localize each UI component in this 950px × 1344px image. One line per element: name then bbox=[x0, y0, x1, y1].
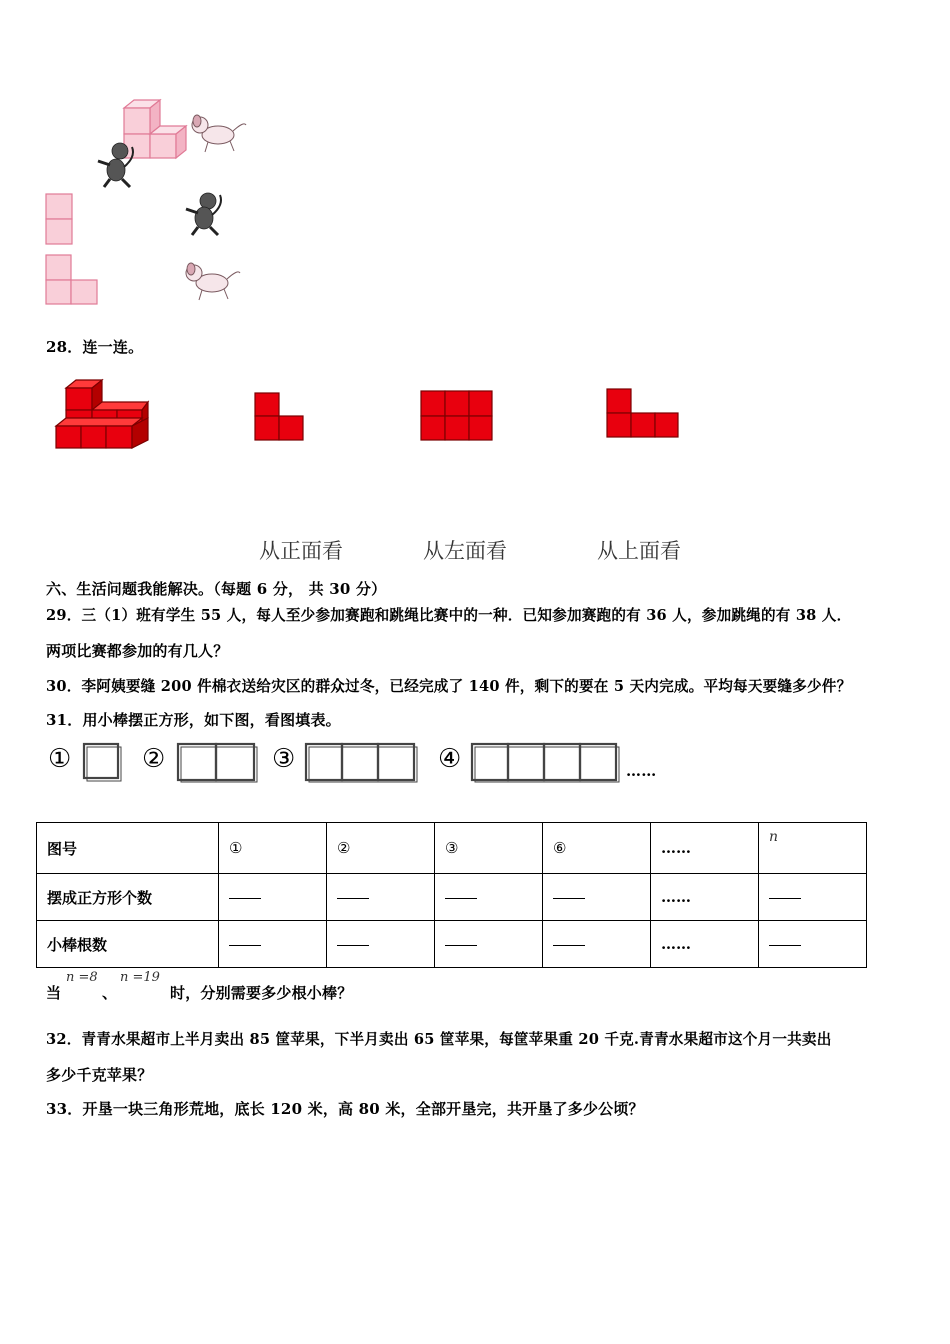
blank-cell[interactable] bbox=[543, 921, 651, 968]
section-heading: 六、生活问题我能解决。（每题 6 分， 共 30 分） bbox=[46, 580, 387, 598]
blank-cell[interactable] bbox=[219, 874, 327, 921]
q30-text: 30．李阿姨要缝 200 件棉衣送给灾区的群众过冬，已经完成了 140 件，剩下的要在 5 天内完成。平均每天要缝多少件？ bbox=[46, 678, 852, 695]
table-row bbox=[37, 874, 867, 921]
blank-cell[interactable] bbox=[435, 874, 543, 921]
figure-ellipsis: …… bbox=[626, 762, 657, 780]
q31-followup-prefix: 当 bbox=[46, 984, 62, 1002]
caption-top-view: 从上面看 bbox=[597, 539, 681, 563]
figure-label-2: ② bbox=[142, 744, 166, 774]
red-view-l-small bbox=[254, 392, 306, 442]
q31-title: 31．用小棒摆正方形，如下图，看图填表。 bbox=[46, 711, 341, 729]
q28-title: 28．连一连。 bbox=[46, 338, 144, 356]
caption-front-view: 从正面看 bbox=[259, 539, 343, 563]
blank-cell[interactable] bbox=[327, 874, 435, 921]
blank-cell[interactable] bbox=[759, 921, 867, 968]
q31-followup-sep: 、 bbox=[102, 984, 118, 1002]
blank-cell[interactable] bbox=[435, 921, 543, 968]
dog-icon bbox=[186, 263, 240, 300]
q32-line2: 多少千克苹果？ bbox=[46, 1066, 153, 1084]
column-header: ③ bbox=[435, 823, 543, 874]
q29-line2: 两项比赛都参加的有几人？ bbox=[46, 642, 229, 660]
two-square-figure bbox=[174, 740, 260, 784]
figure-label-1: ① bbox=[48, 744, 72, 774]
column-header: ② bbox=[327, 823, 435, 874]
red-view-l-wide bbox=[606, 388, 680, 440]
row-header-stick-count: 小棒根数 bbox=[37, 921, 219, 968]
q29-line1: 29．三（1）班有学生 55 人，每人至少参加赛跑和跳绳比赛中的一种．已知参加赛跑的有 36 人，参加跳绳的有 38 人． bbox=[46, 607, 852, 624]
blank-cell[interactable] bbox=[543, 874, 651, 921]
n-equals-8: n =8 bbox=[66, 970, 98, 985]
blank-cell[interactable] bbox=[759, 874, 867, 921]
column-header: ① bbox=[219, 823, 327, 874]
figure-label-3: ③ bbox=[272, 744, 296, 774]
ellipsis-cell: …… bbox=[651, 921, 759, 968]
red-view-rectangle bbox=[420, 390, 494, 442]
row-header-figure-number: 图号 bbox=[37, 823, 219, 874]
figure-label-4: ④ bbox=[438, 744, 462, 774]
dog-icon bbox=[192, 115, 246, 152]
n-equals-19: n =19 bbox=[120, 970, 160, 985]
three-square-figure bbox=[302, 740, 422, 784]
q31-followup-suffix: 时，分别需要多少根小棒？ bbox=[170, 984, 353, 1002]
table-row bbox=[37, 921, 867, 968]
blank-cell[interactable] bbox=[219, 921, 327, 968]
caption-left-view: 从左面看 bbox=[423, 539, 507, 563]
column-header bbox=[759, 823, 867, 874]
red-cube-figure bbox=[52, 376, 152, 452]
column-header: ⑥ bbox=[543, 823, 651, 874]
monkey-icon bbox=[98, 143, 133, 187]
one-square-figure bbox=[80, 740, 124, 784]
q32-line1: 32．青青水果超市上半月卖出 85 筐苹果，下半月卖出 65 筐苹果，每筐苹果重 20 千克.青青水果超市这个月一共卖出 bbox=[46, 1031, 832, 1048]
n-variable: n bbox=[769, 829, 779, 845]
four-square-figure bbox=[468, 740, 624, 784]
q33-text: 33．开垦一块三角形荒地，底长 120 米，高 80 米，全部开垦完，共开垦了多少公顷？ bbox=[46, 1100, 644, 1118]
column-header: …… bbox=[651, 823, 759, 874]
fill-in-table bbox=[36, 822, 867, 968]
table-row bbox=[37, 823, 867, 874]
blank-cell[interactable] bbox=[327, 921, 435, 968]
monkey-icon bbox=[186, 193, 221, 235]
matchstick-figures bbox=[46, 738, 686, 788]
ellipsis-cell: …… bbox=[651, 874, 759, 921]
pink-cube-figure bbox=[40, 95, 270, 310]
row-header-square-count: 摆成正方形个数 bbox=[37, 874, 219, 921]
